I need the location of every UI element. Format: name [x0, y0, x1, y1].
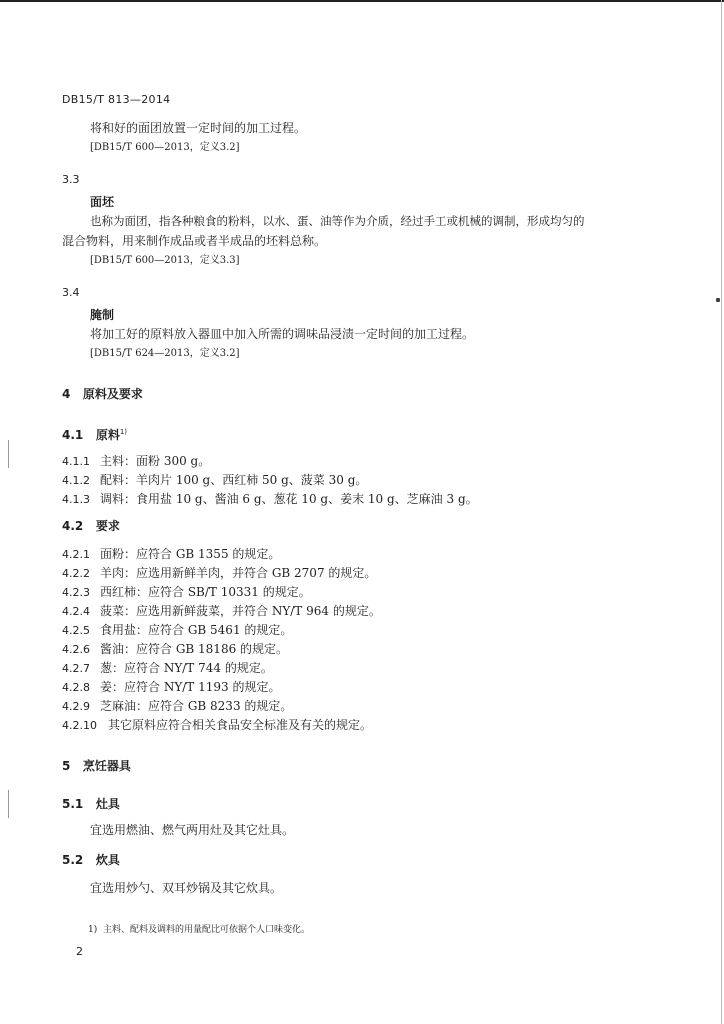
list-item: [62, 660, 273, 677]
item-number: 4.2.9: [62, 700, 90, 713]
list-item: [62, 717, 372, 734]
item-text: 主料：面粉 300 g。: [100, 454, 211, 468]
list-item: [62, 546, 280, 563]
subsection-title: 炊具: [95, 853, 120, 867]
item-text: 其它原料应符合相关食品安全标准及有关的规定。: [108, 718, 373, 732]
definition-text: 将和好的面团放置一定时间的加工过程。: [90, 121, 307, 135]
list-item: [62, 698, 292, 715]
item-text: 菠菜：应选用新鲜菠菜，并符合 NY/T 964 的规定。: [100, 604, 381, 618]
top-border: [0, 0, 724, 2]
scan-mark: [8, 440, 9, 468]
list-item: [62, 584, 311, 601]
definition-source: [DB15/T 600—2013，定义3.3]: [90, 255, 240, 266]
item-number: 4.2.10: [62, 719, 97, 732]
definition-source: [DB15/T 600—2013，定义3.2]: [90, 142, 240, 153]
clause-number: 3.3: [62, 173, 80, 186]
item-number: 4.2.5: [62, 624, 90, 637]
item-text: 调料：食用盐 10 g、酱油 6 g、葱花 10 g、姜末 10 g、芝麻油 3 g。: [100, 492, 478, 506]
list-item: [62, 679, 280, 696]
paragraph-text: 宜选用炒勺、双耳炒锅及其它炊具。: [90, 881, 283, 895]
subsection-title: 要求: [95, 519, 120, 533]
subsection-number: 5.1: [62, 797, 84, 811]
item-text: 西红柿：应符合 SB/T 10331 的规定。: [100, 585, 311, 599]
item-text: 面粉：应符合 GB 1355 的规定。: [100, 547, 281, 561]
definition-source: [DB15/T 624—2013，定义3.2]: [90, 348, 240, 359]
paragraph-text: 宜选用燃油、燃气两用灶及其它灶具。: [90, 823, 295, 837]
subsection-heading: [62, 852, 120, 868]
list-item: [62, 472, 367, 489]
term-title: 腌制: [90, 308, 115, 322]
document-code: DB15/T 813—2014: [62, 93, 171, 106]
scan-mark: [716, 298, 720, 302]
item-text: 姜：应符合 NY/T 1193 的规定。: [100, 680, 281, 694]
section-title: 烹饪器具: [82, 759, 131, 773]
subsection-number: 4.1: [62, 428, 84, 442]
subsection-title: 原料: [95, 428, 120, 442]
item-number: 4.2.1: [62, 548, 90, 561]
item-number: 4.1.1: [62, 455, 90, 468]
scan-edge: [721, 0, 722, 1024]
clause-number: 3.4: [62, 286, 80, 299]
definition-text: 将加工好的原料放入器皿中加入所需的调味品浸渍一定时间的加工过程。: [90, 327, 475, 341]
footnote: [88, 922, 310, 938]
item-text: 配料：羊肉片 100 g、西红柿 50 g、菠菜 30 g。: [100, 473, 368, 487]
section-number: 5: [62, 759, 71, 773]
list-item: [62, 453, 210, 470]
list-item: [62, 603, 381, 620]
section-number: 4: [62, 387, 71, 401]
subsection-number: 5.2: [62, 853, 84, 867]
item-number: 4.2.8: [62, 681, 90, 694]
subsection-heading: [62, 424, 127, 443]
list-item: [62, 622, 292, 639]
definition-text: 也称为面团，指各种粮食的粉料，以水、蛋、油等作为介质，经过手工或机械的调制，形成均匀的: [90, 214, 585, 228]
subsection-heading: [62, 518, 120, 534]
page-number: 2: [76, 945, 83, 958]
list-item: [62, 565, 376, 582]
item-number: 4.1.3: [62, 493, 90, 506]
term-title: 面坯: [90, 195, 115, 209]
definition-text: 混合物料，用来制作成品或者半成品的坯料总称。: [62, 234, 327, 248]
item-number: 4.2.3: [62, 586, 90, 599]
list-item: [62, 641, 288, 658]
item-text: 羊肉：应选用新鲜羊肉，并符合 GB 2707 的规定。: [100, 566, 377, 580]
item-number: 4.2.2: [62, 567, 90, 580]
item-number: 4.2.6: [62, 643, 90, 656]
item-number: 4.1.2: [62, 474, 90, 487]
list-item: [62, 491, 478, 508]
item-number: 4.2.7: [62, 662, 90, 675]
footnote-marker: 1): [88, 925, 98, 935]
section-heading: [62, 386, 143, 402]
item-text: 酱油：应符合 GB 18186 的规定。: [100, 642, 289, 656]
subsection-heading: [62, 796, 120, 812]
scan-mark: [8, 790, 9, 818]
subsection-title: 灶具: [95, 797, 120, 811]
subsection-number: 4.2: [62, 519, 84, 533]
item-text: 葱：应符合 NY/T 744 的规定。: [100, 661, 273, 675]
item-text: 食用盐：应符合 GB 5461 的规定。: [100, 623, 293, 637]
item-number: 4.2.4: [62, 605, 90, 618]
footnote-text: 主料、配料及调料的用量配比可依据个人口味变化。: [102, 925, 310, 935]
footnote-reference: 1): [119, 428, 128, 436]
section-title: 原料及要求: [82, 387, 143, 401]
section-heading: [62, 758, 131, 774]
item-text: 芝麻油：应符合 GB 8233 的规定。: [100, 699, 293, 713]
